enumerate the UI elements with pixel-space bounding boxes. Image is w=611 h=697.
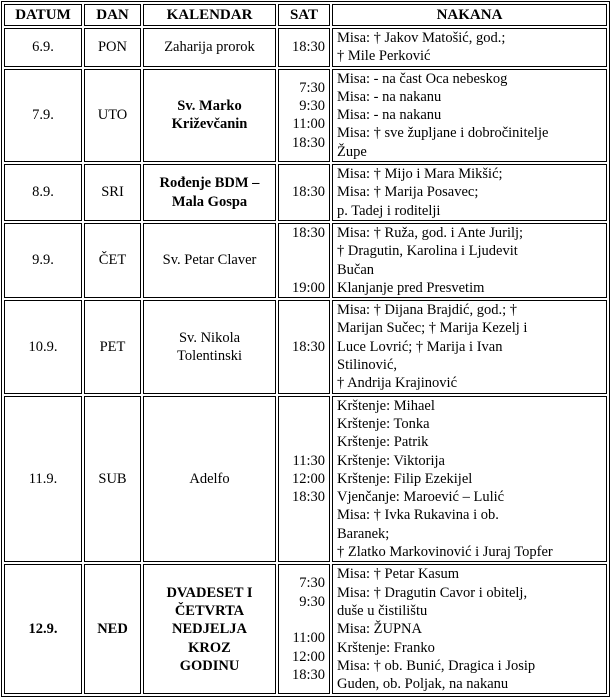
time: 18:30: [291, 184, 325, 201]
spacer: [283, 611, 325, 629]
intention-line: Guden, ob. Poljak, na nakanu: [337, 676, 509, 693]
intention-line: Misa: † Ruža, god. i Ante Jurilj;: [337, 224, 524, 241]
time: 19:00: [291, 279, 325, 296]
dan-cell: ČET: [84, 223, 141, 298]
sat-cell: [278, 164, 330, 221]
intention-line: Misa: - na nakanu: [337, 107, 442, 124]
intention-line: Misa: - na čast Oca nebeskog: [337, 70, 508, 87]
table-row: [4, 69, 607, 162]
intention-line: Krštenje: Patrik: [337, 434, 429, 451]
dan-cell: UTO: [84, 69, 141, 162]
time: 11:00: [292, 630, 325, 647]
intention-line: Bučan: [337, 261, 375, 278]
intention-line: Misa: † sve župljane i dobročinitelje: [337, 125, 549, 142]
intention-line: Marijan Sučec; † Marija Kezelj i: [337, 320, 528, 337]
datum-cell: 7.9.: [4, 69, 82, 162]
intention-line: Župe: [337, 143, 367, 160]
sat-cell: [278, 28, 330, 67]
nakana-cell: [332, 564, 607, 694]
time: 11:00: [292, 116, 325, 133]
dan-cell: SUB: [84, 396, 141, 563]
kalendar-cell: Sv. Nikola Tolentinski: [143, 300, 276, 393]
time: 18:30: [291, 489, 325, 506]
header-dan: DAN: [84, 4, 141, 26]
intention-line: † Dragutin, Karolina i Ljudevit: [337, 243, 518, 260]
kalendar-cell: [143, 564, 276, 694]
datum-cell: 6.9.: [4, 28, 82, 67]
dan-cell: PET: [84, 300, 141, 393]
time: 18:30: [291, 666, 325, 683]
time: 12:00: [291, 470, 325, 487]
time: 7:30: [299, 79, 325, 96]
dan-cell: PON: [84, 28, 141, 67]
table-row: [4, 28, 607, 67]
intention-line: † Mile Perković: [337, 48, 431, 65]
time: 7:30: [299, 575, 325, 592]
sat-cell: [278, 564, 330, 694]
kalendar-cell: Sv. Marko Križevčanin: [143, 69, 276, 162]
intention-line: Misa: † Petar Kasum: [337, 566, 460, 583]
time: 18:30: [291, 134, 325, 151]
time: 11:30: [292, 452, 325, 469]
header-nakana: NAKANA: [332, 4, 607, 26]
datum-cell: 11.9.: [4, 396, 82, 563]
table-row: [4, 164, 607, 221]
kalendar-cell: Rođenje BDM – Mala Gospa: [143, 164, 276, 221]
intention-line: Misa: † Ivka Rukavina i ob.: [337, 507, 499, 524]
time: 12:00: [291, 648, 325, 665]
table-row: [4, 396, 607, 563]
sat-cell: [278, 300, 330, 393]
intention-line: p. Tadej i roditelji: [337, 202, 441, 219]
intention-line: Misa: ŽUPNA: [337, 621, 422, 638]
nakana-cell: [332, 300, 607, 393]
intention-line: Baranek;: [337, 525, 390, 542]
datum-cell: 12.9.: [4, 564, 82, 694]
datum-cell: 10.9.: [4, 300, 82, 393]
intention-line: Stilinović,: [337, 357, 398, 374]
intention-line: Misa: † ob. Bunić, Dragica i Josip: [337, 657, 536, 674]
intention-line: † Andrija Krajinović: [337, 375, 458, 392]
mass-schedule-table: [1, 1, 610, 697]
time: 9:30: [299, 593, 325, 610]
intention-line: Misa: † Marija Posavec;: [337, 184, 479, 201]
header-sat: SAT: [278, 4, 330, 26]
nakana-cell: [332, 164, 607, 221]
spacer: [283, 242, 325, 260]
intention-line: Krštenje: Franko: [337, 639, 435, 656]
datum-cell: 8.9.: [4, 164, 82, 221]
intention-line: Vjenčanje: Maroević – Lulić: [337, 489, 505, 506]
intention-line: † Zlatko Markovinović i Juraj Topfer: [337, 544, 553, 561]
intention-line: Klanjanje pred Presvetim: [337, 279, 485, 296]
nakana-cell: [332, 69, 607, 162]
header-row: [4, 4, 607, 26]
intention-line: Misa: † Mijo i Mara Mikšić;: [337, 166, 503, 183]
dan-cell: SRI: [84, 164, 141, 221]
sat-cell: [278, 69, 330, 162]
datum-cell: 9.9.: [4, 223, 82, 298]
intention-line: Misa: † Dijana Brajdić, god.; †: [337, 302, 518, 319]
sat-cell: [278, 396, 330, 563]
spacer: [283, 261, 325, 279]
table-row: [4, 223, 607, 298]
nakana-cell: [332, 396, 607, 563]
header-datum: DATUM: [4, 4, 82, 26]
intention-line: Luce Lovrić; † Marija i Ivan: [337, 338, 503, 355]
kalendar-cell: Sv. Petar Claver: [143, 223, 276, 298]
dan-cell: NED: [84, 564, 141, 694]
nakana-cell: [332, 28, 607, 67]
time: 9:30: [299, 98, 325, 115]
kalendar-text: DVADESET I ČETVRTA NEDJELJA KROZ GODINU: [166, 584, 253, 674]
kalendar-cell: Zaharija prorok: [143, 28, 276, 67]
kalendar-cell: Adelfo: [143, 396, 276, 563]
intention-line: Krštenje: Tonka: [337, 415, 430, 432]
nakana-cell: [332, 223, 607, 298]
sat-cell: [278, 223, 330, 298]
table-row: [4, 300, 607, 393]
time: 18:30: [291, 338, 325, 355]
intention-line: Krštenje: Viktorija: [337, 452, 445, 469]
time: 18:30: [291, 224, 325, 241]
intention-line: Krštenje: Filip Ezekijel: [337, 470, 473, 487]
time: 18:30: [291, 39, 325, 56]
intention-line: Misa: † Dragutin Cavor i obitelj,: [337, 584, 528, 601]
intention-line: Misa: † Jakov Matošić, god.;: [337, 30, 506, 46]
table-row: [4, 564, 607, 694]
intention-line: Misa: - na nakanu: [337, 88, 442, 105]
header-kalendar: KALENDAR: [143, 4, 276, 26]
intention-line: Krštenje: Mihael: [337, 397, 435, 414]
intention-line: duše u čistilištu: [337, 602, 428, 619]
